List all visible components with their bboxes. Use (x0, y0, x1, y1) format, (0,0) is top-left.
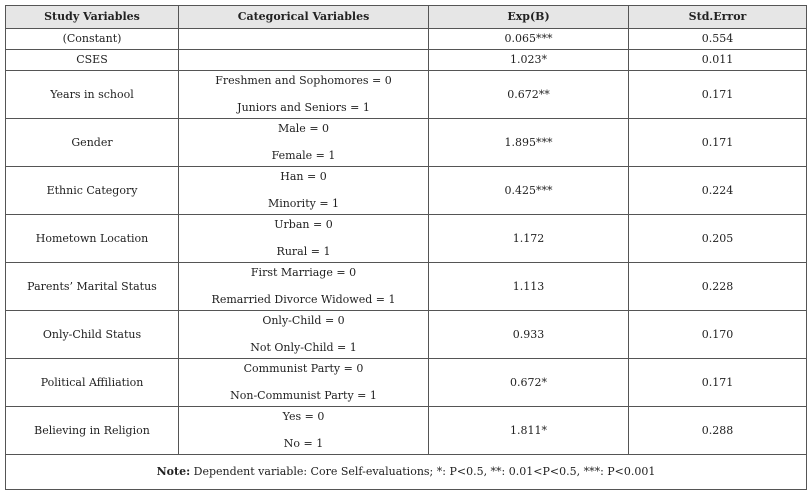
category-coding: Urban = 0 (274, 218, 333, 231)
std-error-cell: 0.205 (629, 215, 807, 263)
categorical-variables-cell (179, 50, 429, 71)
table-body (6, 29, 807, 455)
category-coding: Non-Communist Party = 1 (230, 389, 377, 402)
table-row (6, 119, 807, 167)
exp-b-cell: 1.172 (429, 215, 629, 263)
header-row (6, 6, 807, 29)
categorical-variables-cell (179, 311, 429, 359)
table-row (6, 50, 807, 71)
category-coding: Rural = 1 (276, 245, 331, 258)
table-row (6, 29, 807, 50)
std-error-cell: 0.554 (629, 29, 807, 50)
category-coding: Freshmen and Sophomores = 0 (215, 74, 392, 87)
study-variable-cell: (Constant) (6, 29, 179, 50)
table-row (6, 215, 807, 263)
category-coding: Remarried Divorce Widowed = 1 (211, 293, 396, 306)
study-variable-cell: Believing in Religion (6, 407, 179, 455)
categorical-variables-cell (179, 29, 429, 50)
study-variable-cell: CSES (6, 50, 179, 71)
exp-b-cell: 1.023* (429, 50, 629, 71)
category-coding: Female = 1 (271, 149, 336, 162)
std-error-cell: 0.224 (629, 167, 807, 215)
categorical-variables-cell (179, 71, 429, 119)
study-variable-cell: Ethnic Category (6, 167, 179, 215)
std-error-cell: 0.171 (629, 359, 807, 407)
categorical-variables-cell (179, 359, 429, 407)
category-coding: Juniors and Seniors = 1 (237, 101, 370, 114)
table-row (6, 167, 807, 215)
category-coding: Minority = 1 (267, 197, 340, 210)
exp-b-cell: 0.425*** (429, 167, 629, 215)
std-error-cell: 0.171 (629, 71, 807, 119)
std-error-cell: 0.011 (629, 50, 807, 71)
note-text: Dependent variable: Core Self-evaluations; *: P<0.5, **: 0.01<P<0.5, ***: P<0.001 (190, 465, 656, 478)
exp-b-cell: 0.672** (429, 71, 629, 119)
categorical-variables-cell (179, 263, 429, 311)
note-label: Note: (156, 465, 191, 478)
table-row (6, 359, 807, 407)
header-std-error: Std.Error (629, 6, 807, 29)
category-coding: Not Only-Child = 1 (250, 341, 357, 354)
std-error-cell: 0.171 (629, 119, 807, 167)
study-variable-cell: Years in school (6, 71, 179, 119)
category-coding: Only-Child = 0 (262, 314, 345, 327)
study-variable-cell: Parents’ Marital Status (6, 263, 179, 311)
exp-b-cell: 1.895*** (429, 119, 629, 167)
note-row (6, 455, 807, 490)
categorical-variables-cell (179, 167, 429, 215)
regression-table (5, 5, 807, 490)
category-coding: No = 1 (283, 437, 324, 450)
std-error-cell: 0.228 (629, 263, 807, 311)
table-row (6, 263, 807, 311)
table-note (6, 455, 807, 490)
table-row (6, 311, 807, 359)
category-coding: Yes = 0 (282, 410, 325, 423)
study-variable-cell: Only-Child Status (6, 311, 179, 359)
header-study-variables: Study Variables (6, 6, 179, 29)
category-coding: Han = 0 (280, 170, 327, 183)
header-categorical-variables: Categorical Variables (179, 6, 429, 29)
header-exp-b: Exp(B) (429, 6, 629, 29)
study-variable-cell: Political Affiliation (6, 359, 179, 407)
categorical-variables-cell (179, 215, 429, 263)
std-error-cell: 0.288 (629, 407, 807, 455)
exp-b-cell: 0.672* (429, 359, 629, 407)
study-variable-cell: Gender (6, 119, 179, 167)
exp-b-cell: 0.065*** (429, 29, 629, 50)
categorical-variables-cell (179, 119, 429, 167)
exp-b-cell: 0.933 (429, 311, 629, 359)
categorical-variables-cell (179, 407, 429, 455)
table-row (6, 407, 807, 455)
category-coding: First Marriage = 0 (250, 266, 357, 279)
study-variable-cell: Hometown Location (6, 215, 179, 263)
exp-b-cell: 1.811* (429, 407, 629, 455)
table-row (6, 71, 807, 119)
std-error-cell: 0.170 (629, 311, 807, 359)
category-coding: Male = 0 (277, 122, 330, 135)
exp-b-cell: 1.113 (429, 263, 629, 311)
category-coding: Communist Party = 0 (243, 362, 364, 375)
